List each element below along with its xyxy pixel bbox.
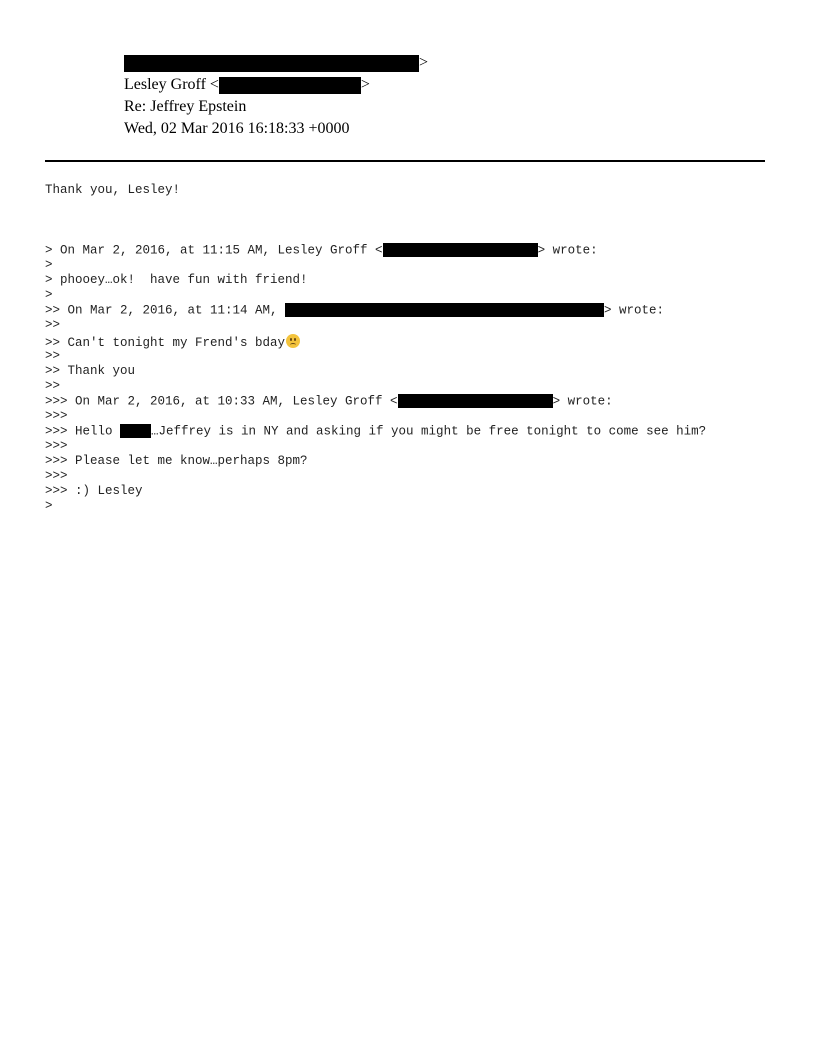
quote2-text-content: >> Can't tonight my Frend's bday — [45, 336, 286, 350]
quote3-hello-end: …Jeffrey is in NY and asking if you might be free tonight to come see him? — [151, 424, 707, 439]
quote2-header-end: > wrote: — [604, 303, 665, 318]
redaction-block — [383, 243, 538, 257]
from-value — [124, 52, 428, 74]
redaction-block — [120, 424, 151, 438]
confused-face-icon — [286, 334, 300, 348]
quote2-thanks: >> Thank you — [45, 364, 136, 378]
quote-line: >>> — [45, 469, 68, 483]
quote-line: >> — [45, 318, 61, 332]
subject-value: Re: Jeffrey Epstein — [124, 98, 247, 115]
redaction-block — [124, 55, 419, 72]
quote-line: >> — [45, 379, 61, 393]
to-name: Lesley Groff < — [124, 76, 219, 93]
quote3-hello — [45, 424, 706, 439]
quote1-header — [45, 243, 598, 258]
quote3-please: >>> Please let me know…perhaps 8pm? — [45, 454, 308, 468]
quote1-header-text: > On Mar 2, 2016, at 11:15 AM, Lesley Groff < — [45, 243, 383, 258]
to-value — [124, 74, 370, 96]
quote-line: > — [45, 258, 53, 272]
greeting: Thank you, Lesley! — [45, 183, 181, 197]
date-value: Wed, 02 Mar 2016 16:18:33 +0000 — [124, 120, 350, 137]
quote-line: >>> — [45, 409, 68, 423]
redaction-block — [219, 77, 361, 94]
redaction-block — [398, 394, 553, 408]
quote3-signoff: >>> :) Lesley — [45, 484, 143, 498]
quote3-header-end: > wrote: — [552, 394, 613, 409]
from-suffix: > — [419, 54, 429, 71]
redaction-block — [285, 303, 604, 317]
quote2-text — [45, 334, 300, 349]
quote3-hello-start: >>> Hello — [45, 424, 121, 439]
to-suffix: > — [360, 76, 370, 93]
quote1-header-end: > wrote: — [537, 243, 598, 258]
quote-line: >> — [45, 349, 61, 363]
quote-end: > — [45, 499, 53, 513]
quote2-header-text: >> On Mar 2, 2016, at 11:14 AM, — [45, 303, 286, 318]
quote3-header — [45, 394, 613, 409]
quote-line: > — [45, 288, 53, 302]
quote2-header — [45, 303, 664, 318]
header-divider — [45, 160, 765, 162]
quote-line: >>> — [45, 439, 68, 453]
quote1-text: > phooey…ok! have fun with friend! — [45, 273, 308, 287]
quote3-header-text: >>> On Mar 2, 2016, at 10:33 AM, Lesley Groff < — [45, 394, 398, 409]
